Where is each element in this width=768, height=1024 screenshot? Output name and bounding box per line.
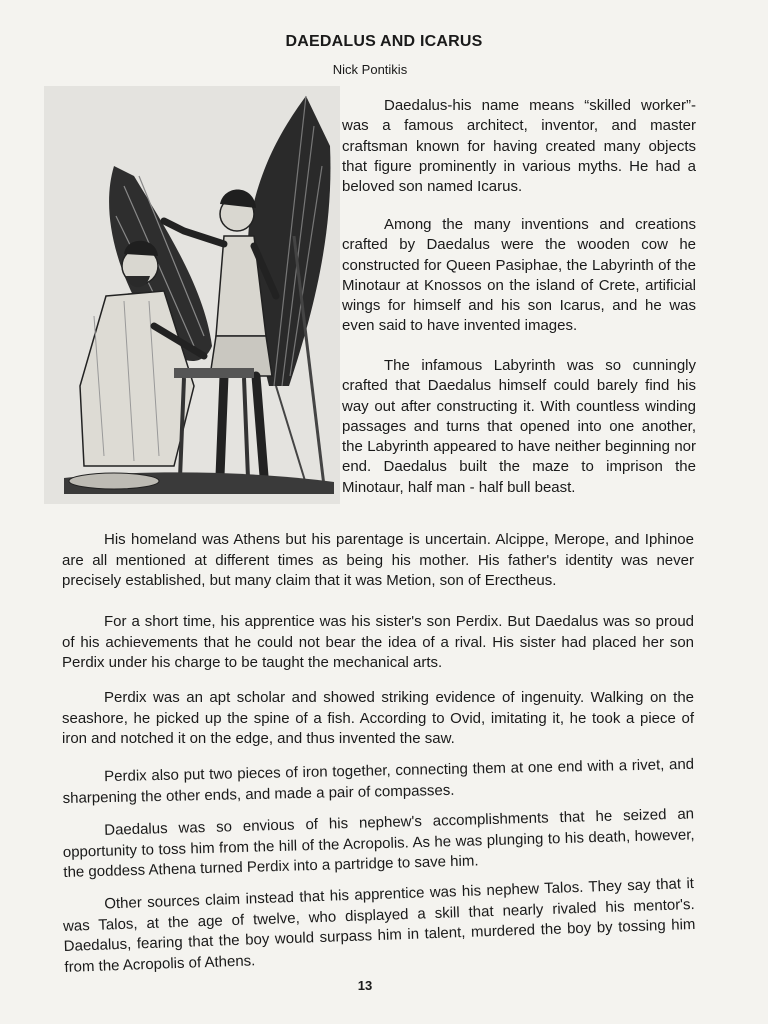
paragraph-text: Perdix also put two pieces of iron together, connecting them at one end with a rivet, and sharpening the other ends, and made a pair of compasses.	[62, 755, 695, 807]
paragraph-2	[342, 215, 696, 337]
paragraph-text: Daedalus was so envious of his nephew's accomplishments that he seized an opportunity to toss him from the hill of the Acropolis. As he was plunging to his death, however, the goddess Athena turned Perdix into a partridge to save him.	[62, 805, 695, 881]
paragraph-4	[62, 530, 694, 592]
paragraph-text: For a short time, his apprentice was his sister's son Perdix. But Daedalus was so proud of his achievements that he could not bear the idea of a rival. His sister had placed her son Perdix under his charge to be taught the mechanical arts.	[62, 613, 694, 671]
article-title: DAEDALUS AND ICARUS	[285, 33, 483, 50]
paragraph-3	[342, 356, 696, 498]
paragraph-text: Daedalus-his name means “skilled worker”- was a famous architect, inventor, and master craftsman known for having created many objects that figure prominently in various myths. He had a beloved son named Icarus.	[342, 97, 696, 196]
daedalus-icarus-illustration	[44, 86, 340, 504]
paragraph-text: His homeland was Athens but his parentage is uncertain. Alcippe, Merope, and Iphinoe are all mentioned at different times as being his mother. His father's identity was never precisely established, but many claim that it was Metion, son of Erectheus.	[62, 531, 694, 589]
paragraph-8	[62, 804, 695, 883]
article-author: Nick Pontikis	[332, 62, 408, 77]
paragraph-9	[62, 874, 696, 978]
paragraph-6	[62, 688, 694, 750]
paragraph-5	[62, 612, 694, 674]
paragraph-text: Other sources claim instead that his apprentice was his nephew Talos. They say that it was Talos, at the age of twelve, who displayed a skill that nearly rivaled his mentor's. Daedalus, fearing that the boy would surpass him in talent, murdered the boy by tossing him from the Acropolis of Athens.	[62, 874, 696, 976]
paragraph-7	[62, 755, 695, 809]
paragraph-text: Perdix was an apt scholar and showed striking evidence of ingenuity. Walking on the seashore, he picked up the spine of a fish. According to Ovid, imitating it, he took a piece of iron and notched it on the edge, and thus invented the saw.	[62, 689, 694, 747]
paragraph-text: Among the many inventions and creations crafted by Daedalus were the wooden cow he constructed for Queen Pasiphae, the Labyrinth of the Minotaur at Knossos on the island of Crete, artificial wings for himself and his son Icarus, and he was even said to have invented images.	[342, 216, 696, 335]
page-number: 13	[357, 978, 373, 993]
paragraph-1	[342, 96, 696, 197]
paragraph-text: The infamous Labyrinth was so cunningly crafted that Daedalus himself could barely find his way out after constructing it. With countless winding passages and turns that opened into one another, the Labyrinth appeared to have neither beginning nor end. Daedalus built the maze to imprison the Minotaur, half man - half bull beast.	[342, 357, 696, 496]
